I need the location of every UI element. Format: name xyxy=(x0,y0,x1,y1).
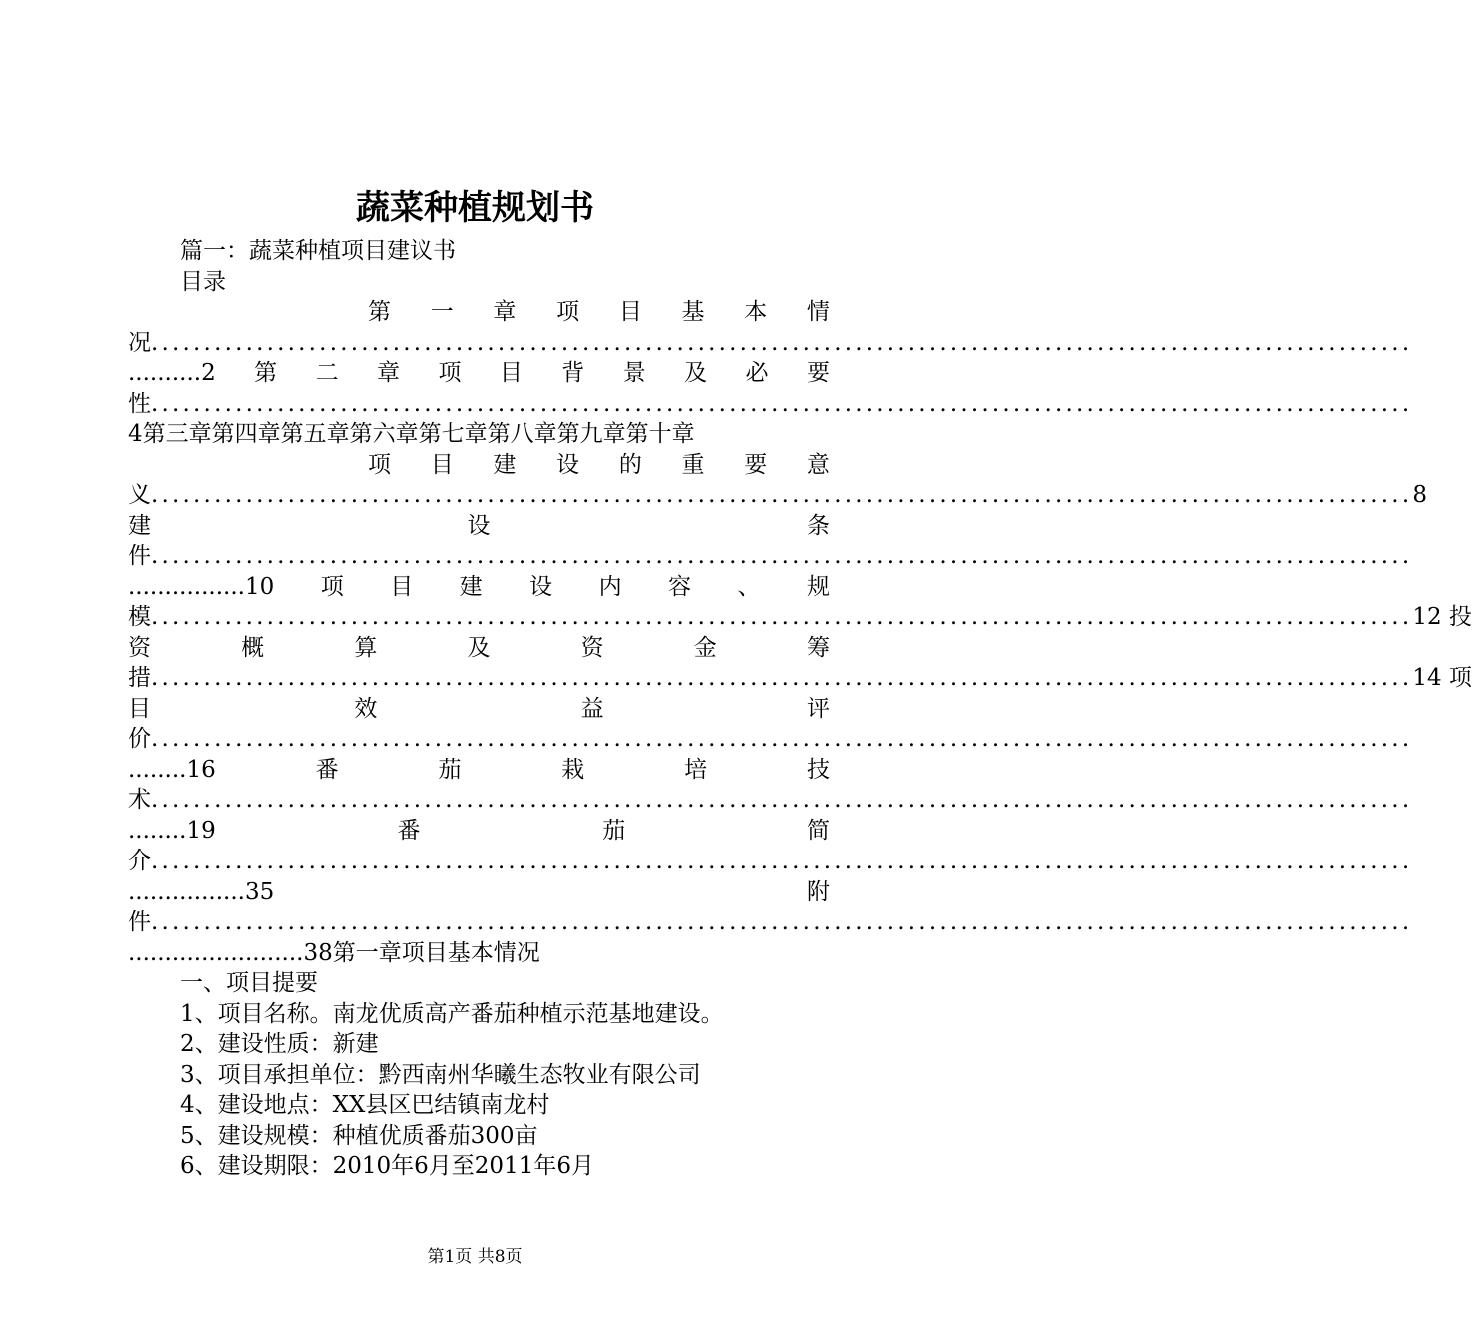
toc-entry-tail: 义 xyxy=(128,482,151,508)
toc-char: 本 xyxy=(744,299,768,325)
toc-char: 情 xyxy=(806,299,830,325)
toc-dot-leader-line xyxy=(128,541,1413,572)
toc-char: 要 xyxy=(806,360,830,386)
toc-page-number: 12 投 xyxy=(1412,604,1472,630)
toc-dot-leader-line xyxy=(128,328,1413,359)
toc-char: 概 xyxy=(241,634,265,661)
toc-char: 设 xyxy=(467,512,491,539)
toc-dot-leader-line xyxy=(128,480,1427,511)
toc-char: 番 xyxy=(315,756,339,783)
toc-char: ........16 xyxy=(128,756,216,783)
toc-char: 基 xyxy=(681,299,705,325)
toc-entry-tail: 件 xyxy=(128,909,151,935)
summary-item: 一、项目提要 xyxy=(180,970,318,996)
toc-char: 目 xyxy=(128,695,151,722)
toc-char: 景 xyxy=(622,360,646,386)
dot-leader: ........................................................................................................................ xyxy=(151,665,1413,691)
toc-char: 项 xyxy=(320,573,344,600)
toc-page-number: 14 项 xyxy=(1412,665,1472,691)
summary-item: 5、建设规模：种植优质番茄300亩 xyxy=(180,1122,538,1149)
toc-line xyxy=(128,297,830,328)
toc-char: 第 xyxy=(254,360,278,386)
toc-char: 必 xyxy=(745,360,769,386)
toc-entry-tail: 况 xyxy=(128,329,151,356)
toc-char: 二 xyxy=(315,360,339,386)
toc-char: ..........2 xyxy=(128,360,216,386)
toc-char: ................35 xyxy=(128,878,275,905)
toc-dot-leader-line xyxy=(128,602,1472,633)
toc-line xyxy=(128,694,830,725)
toc-char: 条 xyxy=(807,512,830,539)
summary-item: 1、项目名称。南龙优质高产番茄种植示范基地建设。 xyxy=(180,1000,724,1027)
toc-char: 的 xyxy=(618,451,642,478)
toc-char: 栽 xyxy=(561,756,585,783)
toc-char: 章 xyxy=(377,360,401,386)
toc-char: 及 xyxy=(684,360,708,386)
toc-char: 筹 xyxy=(806,634,830,661)
toc-line xyxy=(128,511,830,542)
toc-char: 一 xyxy=(430,299,454,325)
dot-leader: ........................................................................................................................ xyxy=(151,390,1413,417)
toc-char: 附 xyxy=(807,878,830,905)
summary-item: 4、建设地点：XX县区巴结镇南龙村 xyxy=(180,1092,550,1118)
dot-leader: ........................................................................................................................ xyxy=(151,482,1413,508)
project-summary xyxy=(128,968,830,1182)
toc-char: 容 xyxy=(668,573,692,600)
toc-dot-leader-line xyxy=(128,724,1413,755)
toc-entry-tail: 价 xyxy=(128,726,151,752)
toc-char: 金 xyxy=(693,634,717,661)
document-body xyxy=(128,236,1472,1182)
toc-char: 茄 xyxy=(602,817,626,844)
toc-heading: 目录 xyxy=(180,268,226,295)
toc-char: 内 xyxy=(598,573,622,600)
dot-leader: ........................................................................................................................ xyxy=(151,604,1413,630)
toc-char: 简 xyxy=(806,817,830,844)
page-footer: 第1页 共8页 xyxy=(427,1247,523,1267)
toc-char: 目 xyxy=(499,360,523,386)
toc-char: 技 xyxy=(806,756,830,783)
toc-page-number: 8 xyxy=(1412,482,1427,508)
table-of-contents xyxy=(128,297,1472,968)
toc-char: 建 xyxy=(459,573,483,600)
toc-char: 设 xyxy=(556,451,580,478)
toc-char: 益 xyxy=(580,695,604,722)
summary-item: 2、建设性质：新建 xyxy=(180,1031,379,1057)
toc-line xyxy=(128,755,830,786)
toc-char: ................10 xyxy=(128,573,275,600)
toc-char: 规 xyxy=(807,573,830,600)
toc-entry-tail: 模 xyxy=(128,604,151,630)
toc-line xyxy=(128,450,830,481)
toc-entry-tail: 性 xyxy=(128,390,151,417)
toc-entry-tail: 措 xyxy=(128,665,151,691)
toc-char: ........19 xyxy=(128,817,216,844)
toc-line xyxy=(128,877,830,908)
toc-char: 项 xyxy=(556,299,580,325)
section-subtitle: 篇一：蔬菜种植项目建议书 xyxy=(180,238,456,264)
document-title: 蔬菜种植规划书 xyxy=(356,188,594,228)
toc-char: 意 xyxy=(806,451,830,478)
dot-leader: ........................................................................................................................ xyxy=(151,787,1413,813)
toc-char: 第 xyxy=(368,299,391,325)
toc-char: 效 xyxy=(354,695,378,722)
toc-dot-leader-line xyxy=(128,389,1413,420)
dot-leader: ........................................................................................................................ xyxy=(151,848,1413,874)
toc-char: 重 xyxy=(681,451,705,478)
toc-char: 建 xyxy=(493,451,517,478)
summary-item: 6、建设期限：2010年6月至2011年6月 xyxy=(180,1153,594,1179)
toc-char: 、 xyxy=(737,573,761,600)
toc-char: 资 xyxy=(128,634,151,661)
toc-char: 培 xyxy=(684,756,708,783)
toc-char: 茄 xyxy=(438,756,462,783)
toc-dot-leader-line xyxy=(128,663,1472,694)
toc-char: 目 xyxy=(430,451,454,478)
toc-char: 项 xyxy=(438,360,462,386)
toc-line: ........................38第一章项目基本情况 xyxy=(128,939,540,966)
toc-char: 设 xyxy=(529,573,553,600)
dot-leader: ........................................................................................................................ xyxy=(151,909,1413,935)
toc-entry-tail: 术 xyxy=(128,787,151,813)
toc-char: 算 xyxy=(354,634,378,661)
toc-char: 目 xyxy=(390,573,414,600)
toc-char: 目 xyxy=(618,299,642,325)
toc-char: 建 xyxy=(128,512,151,539)
toc-char: 评 xyxy=(806,695,830,722)
toc-line xyxy=(128,816,830,847)
toc-line xyxy=(128,358,830,389)
toc-line xyxy=(128,633,830,664)
toc-dot-leader-line xyxy=(128,785,1413,816)
toc-char: 及 xyxy=(467,634,491,661)
toc-char: 番 xyxy=(397,817,421,844)
toc-char: 背 xyxy=(561,360,585,386)
toc-char: 资 xyxy=(580,634,604,661)
toc-line: 4第三章第四章第五章第六章第七章第八章第九章第十章 xyxy=(128,421,695,447)
summary-item: 3、项目承担单位：黔西南州华曦生态牧业有限公司 xyxy=(180,1061,701,1088)
toc-dot-leader-line xyxy=(128,907,1413,938)
toc-char: 章 xyxy=(493,299,517,325)
toc-dot-leader-line xyxy=(128,846,1413,877)
toc-char: 项 xyxy=(368,451,391,478)
dot-leader: ........................................................................................................................ xyxy=(151,329,1413,356)
toc-line xyxy=(128,572,830,603)
toc-entry-tail: 介 xyxy=(128,848,151,874)
dot-leader: ........................................................................................................................ xyxy=(151,726,1413,752)
toc-entry-tail: 件 xyxy=(128,543,151,569)
dot-leader: ........................................................................................................................ xyxy=(151,543,1413,569)
toc-char: 要 xyxy=(744,451,768,478)
